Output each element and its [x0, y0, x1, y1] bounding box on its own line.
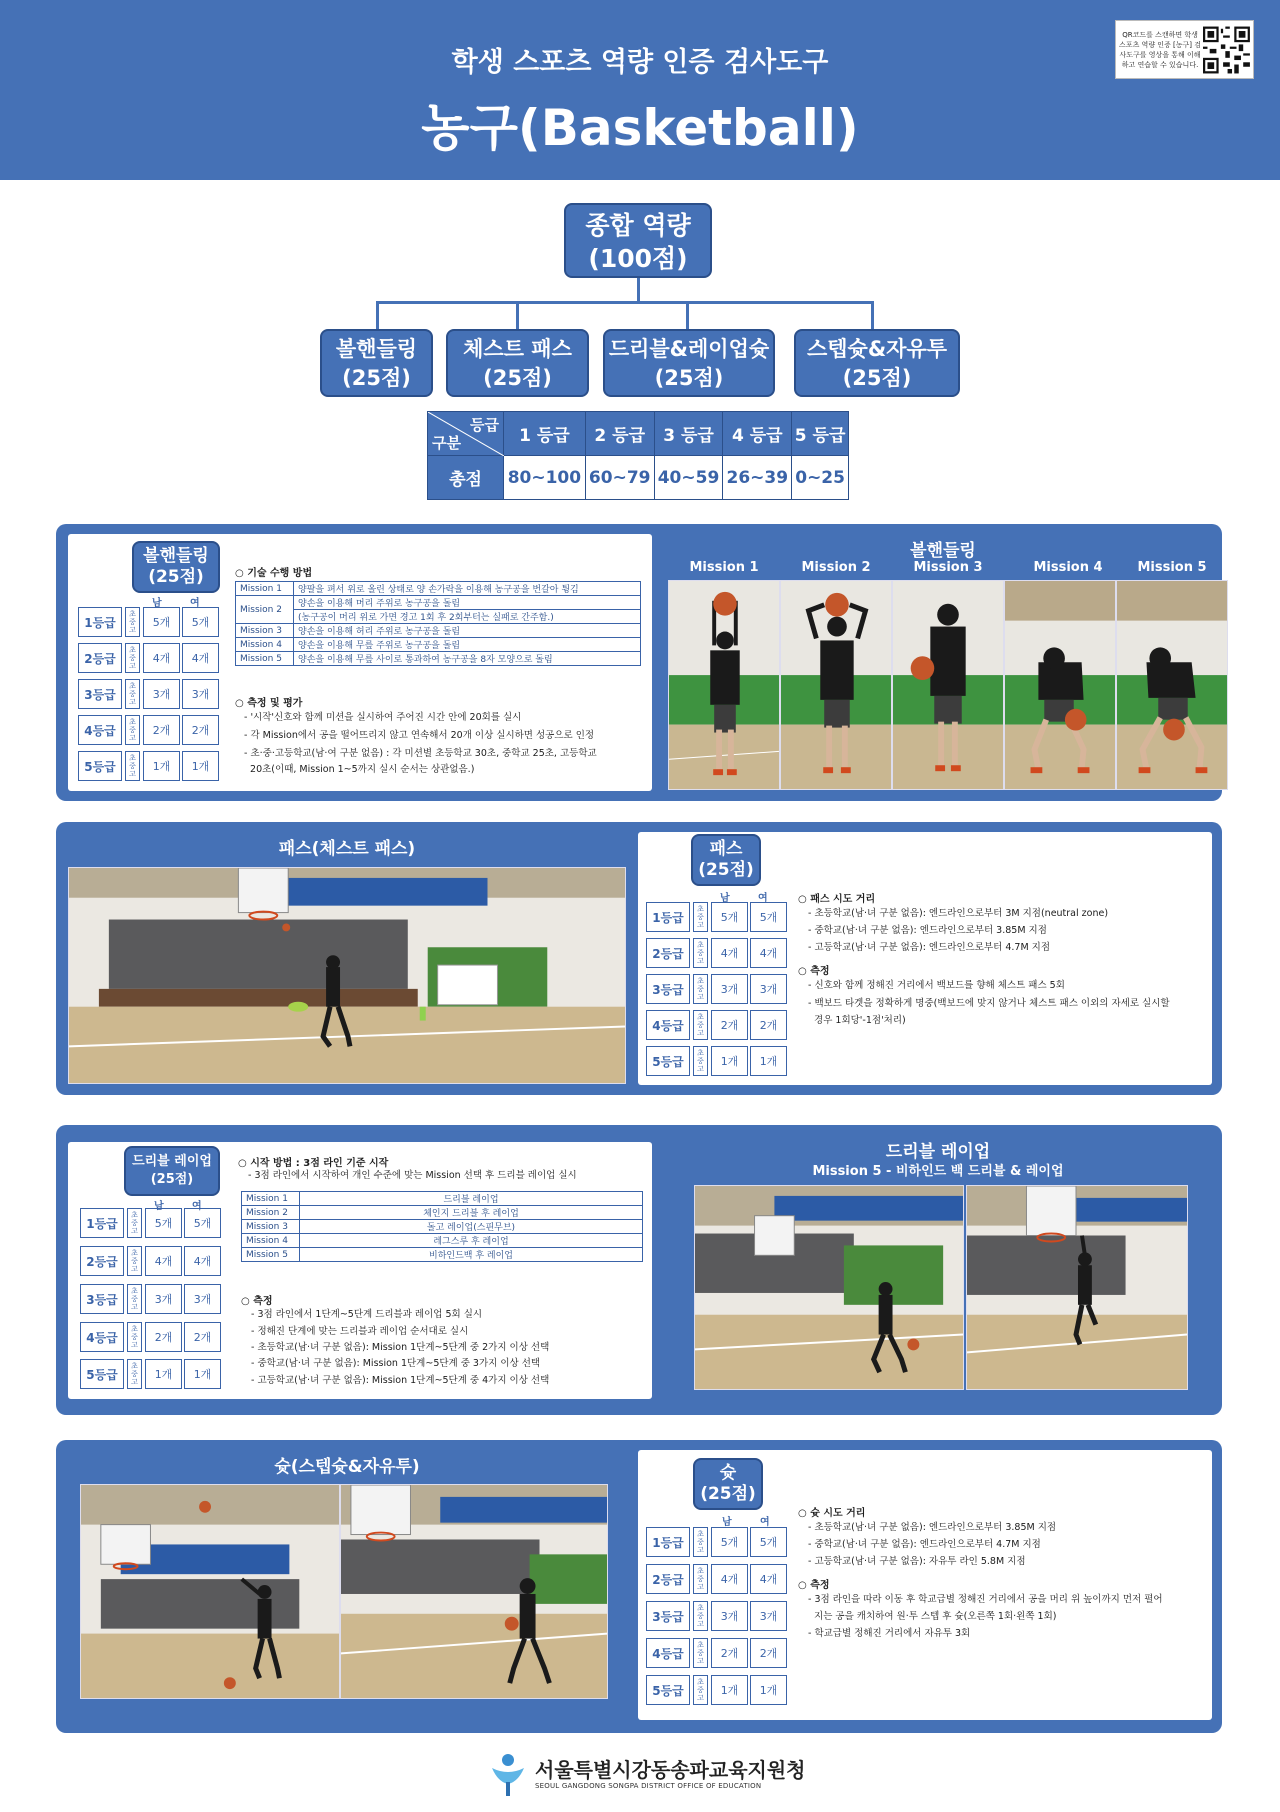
female-count: 1개 [182, 751, 219, 781]
page-title: 농구(Basketball) [421, 99, 859, 157]
male-count: 5개 [143, 607, 180, 637]
school-levels: 초중고 [127, 1359, 142, 1389]
tree-connector [516, 301, 519, 331]
tree-connector [637, 278, 640, 303]
male-header: 남 [154, 1201, 164, 1212]
tree-connector [686, 301, 689, 331]
grade-level: 4등급 [646, 1010, 690, 1040]
female-count: 3개 [182, 679, 219, 709]
ball-handling-photo-title: 볼핸들링 [910, 541, 976, 561]
grade-level: 5등급 [646, 1675, 690, 1705]
shot-distance-title: ○ 슛 시도 거리 [798, 1508, 866, 1519]
pass-distance-item: - 중학교(남·녀 구분 없음): 엔드라인으로부터 3.85M 지점 [808, 925, 1047, 936]
grade-level: 2등급 [78, 643, 122, 673]
grade-level: 5등급 [646, 1046, 690, 1076]
female-count: 5개 [184, 1208, 221, 1238]
mission-table [235, 581, 641, 666]
male-count: 3개 [711, 974, 748, 1004]
school-levels: 초중고 [693, 1564, 708, 1594]
start-method-title: ○ 시작 방법 : 3점 라인 기준 시작 [238, 1158, 389, 1169]
dribble-photo-2 [966, 1185, 1188, 1390]
grade-header: 2 등급 [585, 412, 654, 456]
female-count: 5개 [750, 902, 787, 932]
female-header: 여 [758, 893, 768, 904]
mission-key: Mission 5 [242, 1248, 300, 1262]
ball-handling-badge [132, 541, 220, 593]
grade-level: 5등급 [80, 1359, 124, 1389]
male-count: 2개 [143, 715, 180, 745]
grade-level: 4등급 [646, 1638, 690, 1668]
grade-table [427, 411, 849, 500]
pass-measure-item: 경우 1회당'-1점'처리) [808, 1015, 906, 1026]
male-count: 2개 [711, 1638, 748, 1668]
mission-key: Mission 4 [236, 638, 294, 652]
pass-panel [56, 822, 1222, 1095]
school-levels: 초중고 [693, 938, 708, 968]
grade-level: 1등급 [80, 1208, 124, 1238]
school-levels: 초중고 [127, 1246, 142, 1276]
grade-range: 80~100 [504, 456, 586, 500]
male-count: 2개 [711, 1010, 748, 1040]
grade-level: 4등급 [80, 1322, 124, 1352]
shot-photo-1 [80, 1484, 340, 1699]
mission-3-photo [892, 580, 1004, 790]
female-count: 3개 [750, 1601, 787, 1631]
male-count: 5개 [711, 1527, 748, 1557]
eval-item: 20초(이때, Mission 1~5까지 실시 순서는 상관없음.) [244, 764, 475, 775]
header-banner [0, 0, 1280, 180]
mission-desc: 돌고 레이업(스핀무브) [300, 1220, 643, 1234]
shot-photo-2 [340, 1484, 608, 1699]
school-levels: 초중고 [693, 1046, 708, 1076]
mission-key: Mission 2 [236, 596, 294, 624]
pass-distance-title: ○ 패스 시도 거리 [798, 894, 876, 905]
grade-range: 40~59 [654, 456, 723, 500]
school-levels: 초중고 [125, 715, 140, 745]
dribble-layup-points: (25점) [654, 366, 724, 390]
education-office-logo-icon [488, 1752, 528, 1796]
dribble-measure-item: - 초등학교(남·녀 구분 없음): Mission 1단계~5단계 중 2가지 이상 선택 [251, 1342, 550, 1353]
school-levels: 초중고 [693, 1675, 708, 1705]
male-count: 4개 [711, 938, 748, 968]
grade-level: 3등급 [80, 1284, 124, 1314]
badge-title: 슛 [719, 1463, 737, 1483]
ball-handling-info-box [68, 534, 652, 791]
mission-note: (농구공이 머리 위로 가면 경고 1회 후 2회부터는 실패로 간주함.) [294, 610, 641, 624]
ball-handling-label: 볼핸들링 [335, 337, 418, 361]
dribble-photo-1 [694, 1185, 964, 1390]
dribble-photo-subtitle: Mission 5 - 비하인드 백 드리블 & 레이업 [812, 1164, 1064, 1179]
grade-header: 1 등급 [504, 412, 586, 456]
grade-header: 3 등급 [654, 412, 723, 456]
male-count: 3개 [143, 679, 180, 709]
shot-distance-item: - 중학교(남·녀 구분 없음): 엔드라인으로부터 4.7M 지점 [808, 1539, 1041, 1550]
grade-header: 4 등급 [723, 412, 792, 456]
female-count: 1개 [750, 1675, 787, 1705]
grade-level: 1등급 [78, 607, 122, 637]
footer-logo-block [488, 1750, 818, 1800]
shot-measure-item: - 3점 라인을 따라 이동 후 학교급별 정해진 거리에서 공을 머리 위 높이까지 먼저 펼어 [808, 1594, 1163, 1605]
pass-measure-item: - 백보드 타겟을 정확하게 명중(백보드에 맞지 않거나 체스트 패스 이외의 자세로 실시할 [808, 998, 1170, 1009]
dribble-layup-node [603, 329, 775, 397]
shot-distance-item: - 고등학교(남·녀 구분 없음): 자유투 라인 5.8M 지점 [808, 1556, 1026, 1567]
method-title: ○ 기술 수행 방법 [235, 568, 313, 579]
grade-range: 0~25 [792, 456, 849, 500]
male-header: 남 [722, 1517, 732, 1528]
footer-org-name: 서울특별시강동송파교육지원청 [535, 1758, 806, 1782]
badge-title: 드리블 레이업 [132, 1154, 212, 1169]
step-shot-label: 스텝슛&자유투 [806, 337, 948, 361]
male-count: 1개 [143, 751, 180, 781]
female-count: 2개 [750, 1010, 787, 1040]
pass-photo-title: 패스(체스트 패스) [278, 839, 416, 859]
mission-key: Mission 5 [236, 652, 294, 666]
badge-points: (25점) [700, 1484, 756, 1504]
badge-title: 패스 [709, 839, 743, 859]
male-count: 1개 [711, 1675, 748, 1705]
shot-photo-title: 슛(스텝슛&자유투) [274, 1457, 420, 1477]
mission-photo-label: Mission 5 [1137, 560, 1207, 575]
page-subtitle: 학생 스포츠 역량 인증 검사도구 [451, 47, 829, 78]
eval-title: ○ 측정 및 평가 [235, 698, 303, 709]
school-levels: 초중고 [693, 1527, 708, 1557]
shot-measure-item: 지는 공을 캐치하여 원·투 스텝 후 슛(오른쪽 1회·왼쪽 1회) [808, 1611, 1057, 1622]
female-count: 4개 [750, 938, 787, 968]
mission-desc: 드리블 레이업 [300, 1192, 643, 1206]
dribble-measure-item: - 고등학교(남·녀 구분 없음): Mission 1단계~5단계 중 4가지 이상 선택 [251, 1375, 550, 1386]
grade-level: 5등급 [78, 751, 122, 781]
school-levels: 초중고 [125, 643, 140, 673]
dribble-info-box [68, 1142, 652, 1399]
female-header: 여 [760, 1517, 770, 1528]
tree-connector [376, 301, 379, 331]
mission-key: Mission 3 [236, 624, 294, 638]
grade-corner-top: 등급 [470, 416, 499, 434]
ball-handling-points: (25점) [342, 366, 411, 390]
school-levels: 초중고 [693, 974, 708, 1004]
male-count: 4개 [143, 643, 180, 673]
female-header: 여 [190, 598, 200, 609]
grade-range: 60~79 [585, 456, 654, 500]
badge-points: (25점) [150, 1172, 194, 1187]
total-score-points: (100점) [588, 244, 688, 273]
female-count: 2개 [750, 1638, 787, 1668]
eval-item: - 각 Mission에서 공을 떨어뜨리지 않고 연속해서 20개 이상 실시하면 성공으로 인정 [244, 730, 595, 741]
female-count: 1개 [184, 1359, 221, 1389]
mission-desc: 양손을 이용해 머리 주위로 농구공을 돌림 [294, 596, 641, 610]
eval-item: - '시작'신호와 함께 미션을 실시하여 주어진 시간 안에 20회를 실시 [244, 712, 522, 723]
chest-pass-label: 체스트 패스 [463, 337, 572, 361]
qr-code-icon[interactable] [1203, 26, 1250, 74]
mission-desc: 비하인드백 후 레이업 [300, 1248, 643, 1262]
pass-measure-title: ○ 측정 [798, 966, 830, 977]
dribble-measure-item: - 3점 라인에서 1단계~5단계 드리블과 레이업 5회 실시 [251, 1309, 483, 1320]
shot-distance-item: - 초등학교(남·녀 구분 없음): 엔드라인으로부터 3.85M 지점 [808, 1522, 1057, 1533]
mission-photo-label: Mission 2 [801, 560, 871, 575]
school-levels: 초중고 [125, 751, 140, 781]
mission-photo-label: Mission 4 [1033, 560, 1103, 575]
grade-level: 3등급 [78, 679, 122, 709]
dribble-layup-panel [56, 1125, 1222, 1415]
badge-points: (25점) [148, 567, 204, 587]
tree-connector [376, 301, 874, 304]
shot-panel [56, 1440, 1222, 1733]
dribble-measure-item: - 정해진 단계에 맞는 드리블과 레이업 순서대로 실시 [251, 1326, 469, 1337]
shot-info-box [638, 1450, 1212, 1720]
male-header: 남 [152, 598, 162, 609]
school-levels: 초중고 [693, 1638, 708, 1668]
pass-measure-item: - 신호와 함께 정해진 거리에서 백보드를 향해 체스트 패스 5회 [808, 980, 1065, 991]
school-levels: 초중고 [127, 1322, 142, 1352]
mission-desc: 양손을 이용해 허리 주위로 농구공을 돌림 [294, 624, 641, 638]
mission-2-photo [780, 580, 892, 790]
school-levels: 초중고 [125, 607, 140, 637]
pass-distance-item: - 초등학교(남·녀 구분 없음): 엔드라인으로부터 3M 지점(neutral zone) [808, 908, 1109, 919]
chest-pass-points: (25점) [483, 366, 552, 390]
pass-badge [691, 834, 761, 886]
female-count: 4개 [182, 643, 219, 673]
male-count: 1개 [711, 1046, 748, 1076]
step-shot-points: (25점) [842, 366, 912, 390]
male-count: 5개 [711, 902, 748, 932]
shot-measure-item: - 학교급별 정해진 거리에서 자유투 3회 [808, 1628, 971, 1639]
grade-level: 3등급 [646, 974, 690, 1004]
grade-level: 2등급 [646, 938, 690, 968]
female-count: 2개 [182, 715, 219, 745]
school-levels: 초중고 [693, 1601, 708, 1631]
grade-range: 26~39 [723, 456, 792, 500]
eval-item: - 초·중·고등학교(남·여 구분 없음) : 각 미션별 초등학교 30초, 중학교 25초, 고등학교 [244, 748, 597, 759]
mission-desc: 양팔을 펴서 위로 올린 상태로 양 손가락을 이용해 농구공을 번갈아 튕김 [294, 582, 641, 596]
mission-key: Mission 2 [242, 1206, 300, 1220]
total-score-node [564, 203, 712, 278]
grade-level: 1등급 [646, 902, 690, 932]
mission-desc: 체인지 드리블 후 레이업 [300, 1206, 643, 1220]
mission-4-photo [1004, 580, 1116, 790]
pass-photo [68, 867, 626, 1084]
mission-desc: 양손을 이용해 무릎 사이로 통과하여 농구공을 8자 모양으로 돌림 [294, 652, 641, 666]
shot-badge [693, 1458, 763, 1510]
total-score-row-label: 총점 [428, 456, 504, 500]
pass-info-box [638, 832, 1212, 1085]
dribble-measure-title: ○ 측정 [241, 1296, 273, 1307]
grade-corner-bottom: 구분 [432, 434, 461, 452]
total-score-label: 종합 역량 [585, 211, 691, 240]
mission-desc: 양손을 이용해 무릎 주위로 농구공을 돌림 [294, 638, 641, 652]
dribble-layup-label: 드리블&레이업슛 [608, 337, 770, 361]
male-count: 4개 [145, 1246, 182, 1276]
mission-key: Mission 4 [242, 1234, 300, 1248]
mission-desc: 레그스루 후 레이업 [300, 1234, 643, 1248]
female-count: 2개 [184, 1322, 221, 1352]
grade-level: 2등급 [80, 1246, 124, 1276]
school-levels: 초중고 [693, 1010, 708, 1040]
school-levels: 초중고 [125, 679, 140, 709]
grade-header: 5 등급 [792, 412, 849, 456]
badge-points: (25점) [698, 860, 754, 880]
dribble-photo-title: 드리블 레이업 [885, 1142, 991, 1162]
mission-5-photo [1116, 580, 1228, 790]
mission-photo-label: Mission 1 [689, 560, 759, 575]
ball-handling-panel [56, 524, 1222, 801]
dribble-measure-item: - 중학교(남·녀 구분 없음): Mission 1단계~5단계 중 3가지 이상 선택 [251, 1358, 541, 1369]
female-count: 1개 [750, 1046, 787, 1076]
badge-title: 볼핸들링 [143, 546, 209, 566]
chest-pass-node [446, 329, 589, 397]
step-shot-node [794, 329, 960, 397]
dribble-mission-table [241, 1191, 643, 1262]
female-count: 5개 [182, 607, 219, 637]
grade-level: 2등급 [646, 1564, 690, 1594]
qr-box [1115, 20, 1254, 79]
grade-level: 4등급 [78, 715, 122, 745]
mission-1-photo [668, 580, 780, 790]
male-count: 3개 [145, 1284, 182, 1314]
grade-level: 3등급 [646, 1601, 690, 1631]
school-levels: 초중고 [127, 1208, 142, 1238]
grade-level: 1등급 [646, 1527, 690, 1557]
female-count: 3개 [750, 974, 787, 1004]
male-count: 2개 [145, 1322, 182, 1352]
start-method-desc: - 3점 라인에서 시작하여 개인 수준에 맞는 Mission 선택 후 드리블 레이업 실시 [248, 1170, 577, 1181]
footer-org-name-en: SEOUL GANGDONG SONGPA DISTRICT OFFICE OF EDUCATION [535, 1782, 762, 1790]
pass-distance-item: - 고등학교(남·녀 구분 없음): 엔드라인으로부터 4.7M 지점 [808, 942, 1051, 953]
male-count: 1개 [145, 1359, 182, 1389]
female-header: 여 [192, 1201, 202, 1212]
mission-key: Mission 3 [242, 1220, 300, 1234]
female-count: 5개 [750, 1527, 787, 1557]
male-count: 5개 [145, 1208, 182, 1238]
mission-key: Mission 1 [242, 1192, 300, 1206]
shot-measure-title: ○ 측정 [798, 1580, 830, 1591]
female-count: 4개 [750, 1564, 787, 1594]
qr-caption: QR코드를 스캔하면 학생 스포츠 역량 인증 [농구] 검사도구를 영상을 통해 이해하고 연습할 수 있습니다. [1119, 30, 1202, 69]
grade-table-corner [428, 412, 504, 456]
male-count: 4개 [711, 1564, 748, 1594]
tree-connector [871, 301, 874, 331]
ball-handling-node [320, 329, 433, 397]
male-header: 남 [720, 893, 730, 904]
school-levels: 초중고 [127, 1284, 142, 1314]
mission-key: Mission 1 [236, 582, 294, 596]
female-count: 4개 [184, 1246, 221, 1276]
male-count: 3개 [711, 1601, 748, 1631]
mission-photo-label: Mission 3 [913, 560, 983, 575]
dribble-badge [124, 1146, 220, 1196]
female-count: 3개 [184, 1284, 221, 1314]
school-levels: 초중고 [693, 902, 708, 932]
